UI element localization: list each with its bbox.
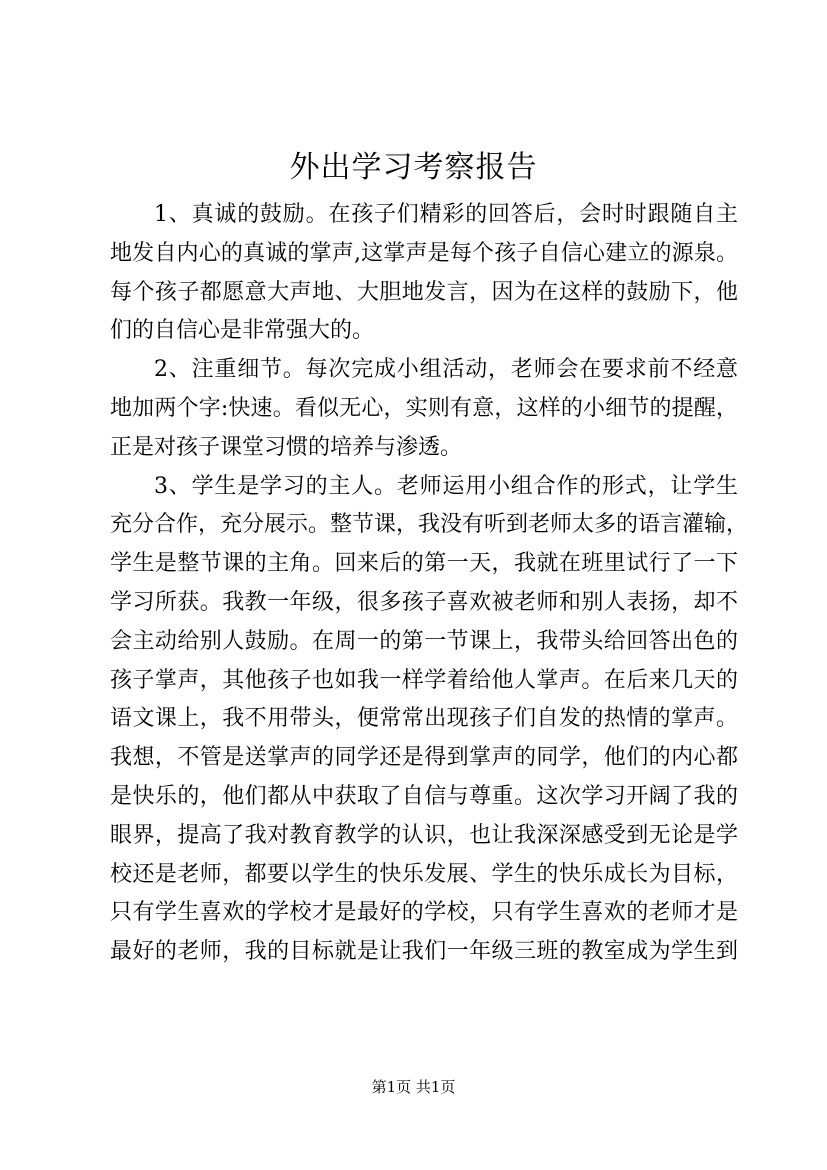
text-line: 最好的老师，我的目标就是让我们一年级三班的教室成为学生到 [110, 939, 738, 965]
text-line: 地发自内心的真诚的掌声,这掌声是每个孩子自信心建立的源泉。 [110, 240, 738, 266]
text-line: 校还是老师，都要以学生的快乐发展、学生的快乐成长为目标， [110, 861, 738, 887]
text-line: 孩子掌声，其他孩子也如我一样学着给他人掌声。在后来几天的 [110, 667, 738, 693]
document-body [110, 196, 749, 972]
text-line: 我想，不管是送掌声的同学还是得到掌声的同学，他们的内心都 [110, 745, 738, 771]
text-line: 3、学生是学习的主人。老师运用小组合作的形式，让学生 [154, 473, 738, 499]
text-line: 学习所获。我教一年级，很多孩子喜欢被老师和别人表扬，却不 [110, 589, 738, 615]
text-line: 2、注重细节。每次完成小组活动，老师会在要求前不经意 [154, 357, 738, 383]
text-line: 只有学生喜欢的学校才是最好的学校，只有学生喜欢的老师才是 [110, 900, 738, 926]
document-title: 外出学习考察报告 [289, 150, 538, 185]
text-line: 是快乐的，他们都从中获取了自信与尊重。这次学习开阔了我的 [110, 783, 738, 809]
text-line: 地加两个字:快速。看似无心，实则有意，这样的小细节的提醒， [110, 395, 738, 421]
text-line: 们的自信心是非常强大的。 [110, 318, 375, 344]
text-line: 语文课上，我不用带头，便常常出现孩子们自发的热情的掌声。 [110, 706, 738, 732]
text-line: 会主动给别人鼓励。在周一的第一节课上，我带头给回答出色的 [110, 628, 738, 654]
text-line: 1、真诚的鼓励。在孩子们精彩的回答后，会时时跟随自主 [154, 202, 738, 227]
page-footer: 第1页 共1页 [371, 1078, 456, 1096]
text-line: 眼界，提高了我对教育教学的认识，也让我深深感受到无论是学 [110, 822, 738, 848]
text-line: 充分合作，充分展示。整节课，我没有听到老师太多的语言灌输， [110, 512, 749, 538]
text-line: 每个孩子都愿意大声地、大胆地发言，因为在这样的鼓励下，他 [110, 279, 738, 305]
text-line: 正是对孩子课堂习惯的培养与渗透。 [110, 434, 463, 460]
text-line: 学生是整节课的主角。回来后的第一天，我就在班里试行了一下 [110, 551, 738, 577]
